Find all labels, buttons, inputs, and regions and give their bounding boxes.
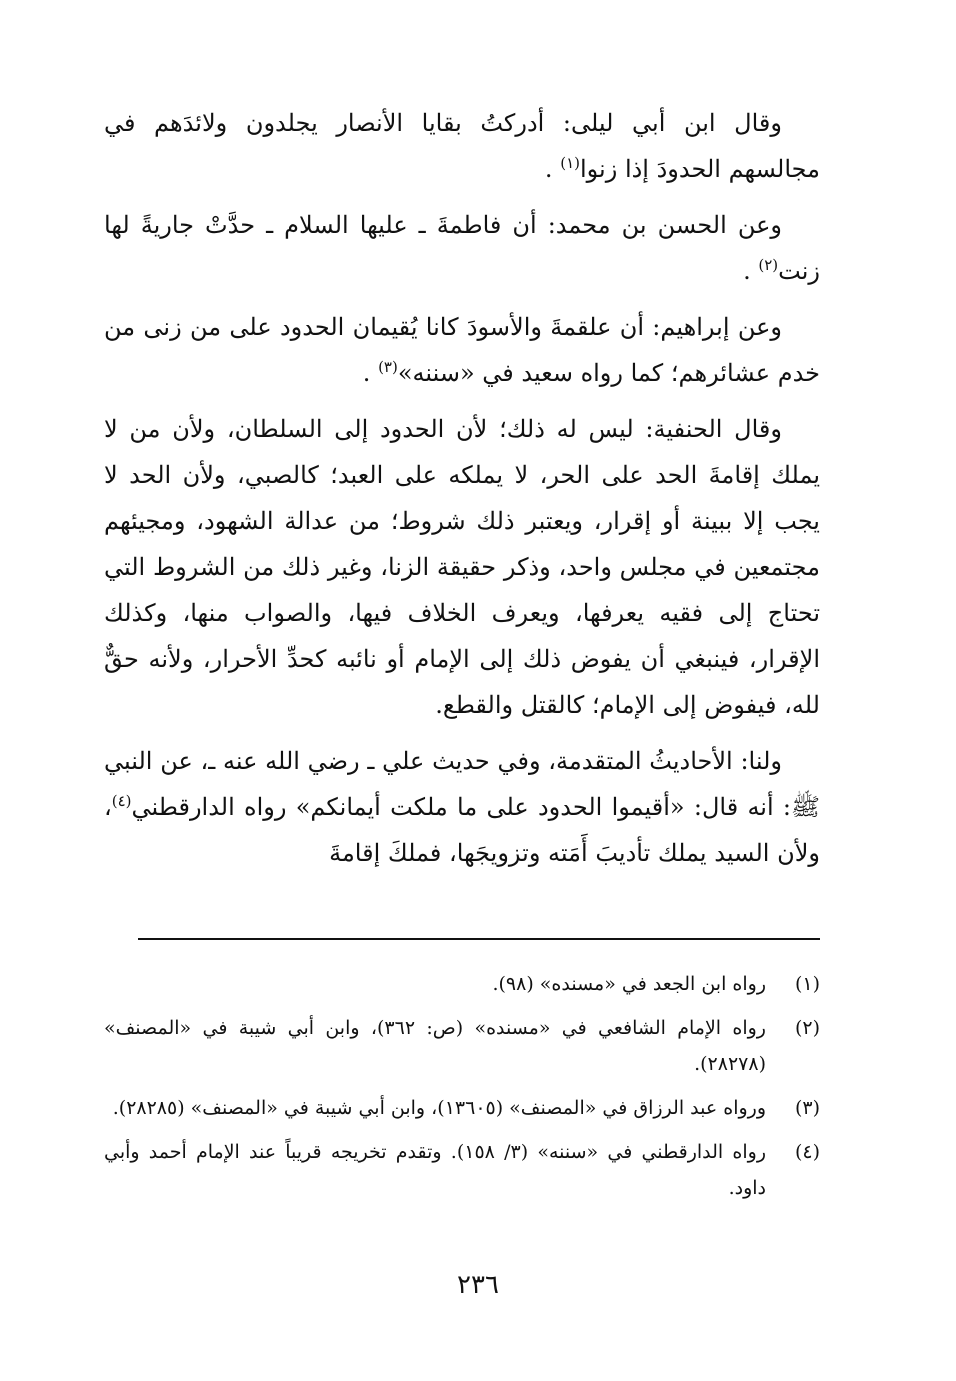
footnote-1 bbox=[104, 966, 820, 1002]
footnote-text: رواه الدارقطني في «سننه» (٣/ ١٥٨). وتقدم تخريجه قريباً عند الإمام أحمد وأبي داود. bbox=[104, 1141, 766, 1199]
footnote-number: (٢) bbox=[794, 1017, 820, 1039]
footnote-ref-1[interactable]: (١) bbox=[560, 154, 580, 172]
footnote-2 bbox=[104, 1010, 820, 1082]
footnote-ref-3[interactable]: (٣) bbox=[378, 358, 398, 376]
footnote-ref-2[interactable]: (٢) bbox=[758, 256, 779, 274]
paragraph-1: وقال ابن أبي ليلى: أدركتُ بقايا الأنصار يجلدون ولائدَهم في مجالسهم الحدودَ إذا زنوا$^{(١)}$ . bbox=[104, 109, 820, 183]
footnote-text: رواه الإمام الشافعي في «مسنده» (ص: ٣٦٢)، وابن أبي شيبة في «المصنف» (٢٨٢٧٨). bbox=[104, 1017, 766, 1075]
paragraph-5: ولنا: الأحاديثُ المتقدمة، وفي حديث علي ـ رضي الله عنه ـ، عن النبي ﷺ: أنه قال: «أقيموا الحدود على ما ملكت أيمانكم» رواه الدارقطني$^{(٤)}$، ولأن السيد يملك تأديبَ أَمَته وتزويجَها، فملكَ إقامةَ bbox=[104, 747, 821, 867]
page-number: ٢٣٦ bbox=[457, 1270, 499, 1300]
footnote-separator bbox=[138, 938, 820, 940]
paragraph-3: وعن إبراهيم: أن علقمةَ والأسودَ كانا يُقيمان الحدود على من زنى من خدم عشائرهم؛ كما رواه سعيد في «سننه»$^{(٣)}$ . bbox=[104, 313, 820, 387]
footnote-text: ورواه عبد الرزاق في «المصنف» (١٣٦٠٥)، وابن أبي شيبة في «المصنف» (٢٨٢٨٥). bbox=[112, 1097, 766, 1119]
paragraph-2: وعن الحسن بن محمد: أن فاطمةَ ـ عليها السلام ـ حدَّتْ جاريةً لها زنت$^{(٢)}$ . bbox=[104, 211, 820, 285]
footnotes bbox=[104, 966, 820, 1214]
footnote-text: رواه ابن الجعد في «مسنده» (٩٨). bbox=[492, 973, 766, 995]
footnote-ref-4[interactable]: (٤) bbox=[111, 792, 132, 810]
footnote-number: (٤) bbox=[794, 1141, 820, 1163]
footnote-number: (٣) bbox=[794, 1097, 820, 1119]
main-text bbox=[104, 100, 820, 886]
footnote-number: (١) bbox=[794, 973, 820, 995]
paragraph-4: وقال الحنفية: ليس له ذلك؛ لأن الحدود إلى السلطان، ولأن من لا يملك إقامةَ الحد على الحر، لا يملكه على العبد؛ كالصبي، ولأن الحد لا يجب إلا ببينة أو إقرار، ويعتبر ذلك شروط؛ من عدالة الشهود، ومجيئهم مجتمعين في مجلس واحد، وذكر حقيقة الزنا، وغير ذلك من الشروط التي تحتاج إلى فقيه يعرفها، ويعرف الخلاف فيها، والصواب منها، وكذلك الإقرار، فينبغي أن يفوض ذلك إلى الإمام أو نائبه كحدِّ الأحرار، ولأنه حقٌّ لله، فيفوض إلى الإمام؛ كالقتل والقطع. bbox=[104, 415, 821, 719]
footnote-3 bbox=[104, 1090, 820, 1126]
footnote-4 bbox=[104, 1134, 820, 1206]
